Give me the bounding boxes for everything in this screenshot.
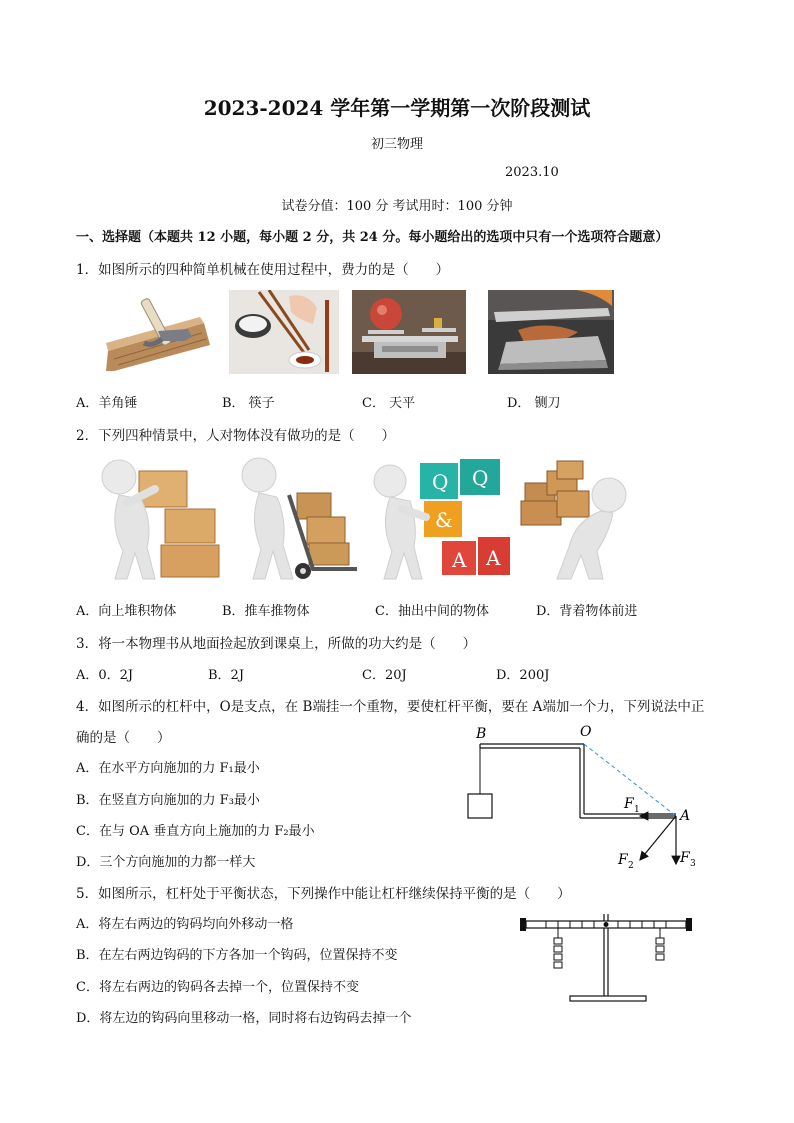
qa-blocks-figure-image [370,455,512,583]
question-1-option-a[interactable]: A．羊角锤 [76,396,138,411]
exam-date: 2023.10 [505,165,559,180]
question-4-option-d[interactable]: D．三个方向施加的力都一样大 [76,855,256,870]
label-f3: F [680,850,690,866]
exam-title: 2023-2024 学年第一学期第一次阶段测试 [203,96,591,120]
hanging-weight [468,794,492,818]
question-5-option-b[interactable]: B．在左右两边钩码的下方各加一个钩码，位置保持不变 [76,948,398,963]
label-f2-sub: 2 [628,861,634,871]
question-5-stem: 5．如图所示，杠杆处于平衡状态，下列操作中能让杠杆继续保持平衡的是（ ） [76,886,571,902]
question-3-option-b[interactable]: B．2J [208,668,245,683]
chopsticks-image [229,290,339,374]
block-letter-a2: A [486,546,501,570]
question-1-stem: 1．如图所示的四种简单机械在使用过程中，费力的是（ ） [76,262,450,278]
block-letter-a1: A [452,548,467,572]
label-a: A [680,808,691,824]
question-5-option-a[interactable]: A．将左右两边的钩码均向外移动一格 [76,917,294,932]
label-f3-sub: 3 [690,859,696,869]
question-2-option-b[interactable]: B．推车推物体 [222,604,310,619]
question-2-option-a[interactable]: A．向上堆积物体 [76,604,177,619]
block-letter-q2: Q [472,466,489,490]
question-3-stem: 3．将一本物理书从地面捡起放到课桌上，所做的功大约是（ ） [76,636,477,652]
block-letter-and: & [435,508,453,532]
balance-lever-diagram [514,904,698,1008]
label-f1-sub: 1 [634,805,640,815]
question-1-option-d[interactable]: D． 铡刀 [507,396,561,411]
question-2-stem: 2．下列四种情景中，人对物体没有做功的是（ ） [76,428,396,444]
question-2-option-c[interactable]: C．抽出中间的物体 [375,604,489,619]
question-3-option-d[interactable]: D．200J [496,668,550,683]
exam-meta: 试卷分值：100 分 考试用时：100 分钟 [281,199,513,214]
question-4-stem-line-2: 确的是（ ） [76,730,171,746]
block-letter-q1: Q [432,470,449,494]
question-4-option-a[interactable]: A．在水平方向施加的力 F₁最小 [76,761,260,776]
question-3-option-c[interactable]: C．20J [362,668,407,683]
question-5-option-d[interactable]: D．将左边的钩码向里移动一格，同时将右边钩码去掉一个 [76,1011,412,1026]
label-f1: F [624,796,634,812]
label-f2: F [618,852,628,868]
lever-diagram [460,722,710,882]
question-1-option-b[interactable]: B． 筷子 [222,396,275,411]
hand-truck-figure-image [233,455,365,583]
question-4-option-c[interactable]: C．在与 OA 垂直方向上施加的力 F₂最小 [76,824,315,839]
carrying-boxes-figure-image [517,455,639,583]
section-heading: 一、选择题（本题共 12 小题，每小题 2 分，共 24 分。每小题给出的选项中只有一个选项符合题意） [76,230,669,245]
question-5-option-c[interactable]: C．将左右两边的钩码各去掉一个，位置保持不变 [76,980,359,995]
exam-subject: 初三物理 [370,137,423,152]
guillotine-cutter-image [488,290,614,374]
question-4-stem-line-1: 4．如图所示的杠杆中，O是支点，在 B端挂一个重物，要使杠杆平衡，要在 A端加一个力，下列说法中正 [76,699,705,715]
force-f2-arrow [640,816,676,860]
question-2-option-d[interactable]: D．背着物体前进 [536,604,638,619]
question-1-option-c[interactable]: C． 天平 [362,396,416,411]
claw-hammer-image [104,293,214,371]
question-3-option-a[interactable]: A．0．2J [76,668,134,683]
stacking-boxes-figure-image [97,455,229,583]
question-4-option-b[interactable]: B．在竖直方向施加的力 F₃最小 [76,793,260,808]
label-o: O [580,724,592,740]
label-b: B [476,726,487,742]
balance-scale-image [352,290,466,374]
